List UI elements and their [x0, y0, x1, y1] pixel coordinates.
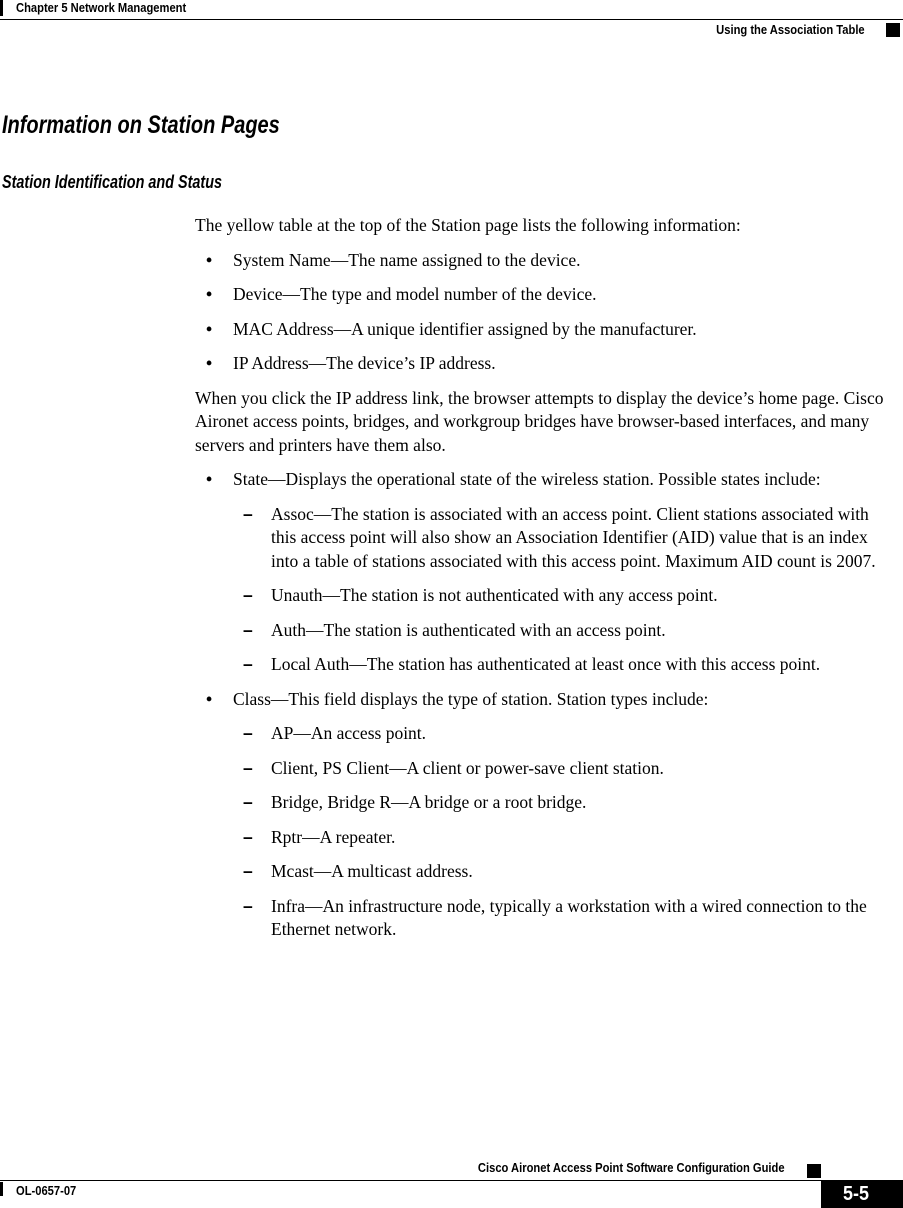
- sub-list-item: [233, 826, 895, 850]
- page-heading: Information on Station Pages: [2, 111, 280, 139]
- list-item-text: Device—The type and model number of the device.: [233, 284, 597, 304]
- header-marker: [0, 0, 3, 16]
- footer-box: [807, 1164, 821, 1178]
- page-number-box: [821, 1181, 903, 1208]
- dash-icon: –: [243, 895, 253, 916]
- list-item-text: MAC Address—A unique identifier assigned by the manufacturer.: [233, 318, 697, 339]
- ip-note-paragraph: When you click the IP address link, the browser attempts to display the device’s home page. Cisco Aironet access points, bridges, and workgroup bridges have browser-based interfaces, and many servers and printers have them also.: [195, 387, 884, 455]
- sub-list-item: [233, 653, 895, 677]
- bullet-icon: •: [206, 353, 213, 373]
- section-title: Using the Association Table: [716, 22, 865, 37]
- bullet-icon: •: [206, 318, 213, 339]
- state-list: [233, 503, 895, 677]
- subheading: Station Identification and Status: [2, 172, 223, 192]
- sub-list-item: [233, 722, 895, 746]
- sub-list-item-text: AP—An access point.: [271, 723, 427, 743]
- bullet-icon: •: [206, 249, 213, 270]
- list-item: [195, 468, 895, 677]
- class-list: [233, 722, 895, 942]
- sub-list-item: [233, 503, 895, 574]
- info-list-cont: [195, 468, 895, 942]
- bullet-icon: •: [206, 284, 213, 304]
- chapter-title: Chapter 5 Network Management: [16, 0, 187, 15]
- sub-list-item: [233, 791, 895, 815]
- sub-list-item-text: Unauth—The station is not authenticated with any access point.: [271, 585, 718, 605]
- list-item: [195, 352, 895, 376]
- dash-icon: –: [243, 585, 253, 605]
- sub-list-item-text: Auth—The station is authenticated with an access point.: [271, 619, 666, 640]
- sub-list-item: [233, 895, 895, 942]
- list-item-text: Class—This field displays the type of station. Station types include:: [233, 688, 709, 709]
- dash-icon: –: [243, 654, 253, 674]
- footer-rule: [0, 1180, 903, 1181]
- footer-marker: [0, 1182, 3, 1196]
- list-item: [195, 283, 895, 307]
- list-item-text: System Name—The name assigned to the device.: [233, 249, 581, 270]
- sub-list-item-text: Client, PS Client—A client or power-save client station.: [271, 757, 664, 778]
- sub-list-item-text: Bridge, Bridge R—A bridge or a root bridge.: [271, 792, 587, 812]
- sub-list-item-text: Mcast—A multicast address.: [271, 861, 473, 881]
- header-rule: [0, 19, 903, 20]
- info-list: [195, 249, 895, 376]
- bullet-icon: •: [206, 469, 213, 489]
- page-number: 5-5: [843, 1183, 870, 1205]
- sub-list-item: [233, 860, 895, 884]
- intro-paragraph: The yellow table at the top of the Station page lists the following information:: [195, 215, 741, 235]
- dash-icon: –: [243, 723, 253, 743]
- dash-icon: –: [243, 503, 253, 524]
- dash-icon: –: [243, 619, 253, 640]
- list-item-text: State—Displays the operational state of the wireless station. Possible states include:: [233, 469, 821, 489]
- dash-icon: –: [243, 757, 253, 778]
- dash-icon: –: [243, 826, 253, 847]
- sub-list-item: [233, 619, 895, 643]
- sub-list-item-text: Infra—An infrastructure node, typically a workstation with a wired connection to the Ethernet network.: [271, 895, 867, 939]
- sub-list-item-text: Local Auth—The station has authenticated at least once with this access point.: [271, 654, 821, 674]
- list-item: [195, 249, 895, 273]
- guide-title: Cisco Aironet Access Point Software Configuration Guide: [478, 1160, 785, 1175]
- body-content: [195, 214, 895, 953]
- list-item-text: IP Address—The device’s IP address.: [233, 353, 496, 373]
- list-item: [195, 318, 895, 342]
- sub-list-item-text: Rptr—A repeater.: [271, 826, 396, 847]
- doc-number: OL-0657-07: [16, 1183, 77, 1198]
- sub-list-item-text: Assoc—The station is associated with an access point. Client stations associated with this access point will also show an Association Identifier (AID) value that is an index into a table of stations associated with this access point. Maximum AID count is 2007.: [271, 503, 876, 571]
- dash-icon: –: [243, 861, 253, 881]
- sub-list-item: [233, 757, 895, 781]
- list-item: [195, 688, 895, 942]
- dash-icon: –: [243, 792, 253, 812]
- bullet-icon: •: [206, 688, 213, 709]
- header-box: [886, 23, 900, 37]
- sub-list-item: [233, 584, 895, 608]
